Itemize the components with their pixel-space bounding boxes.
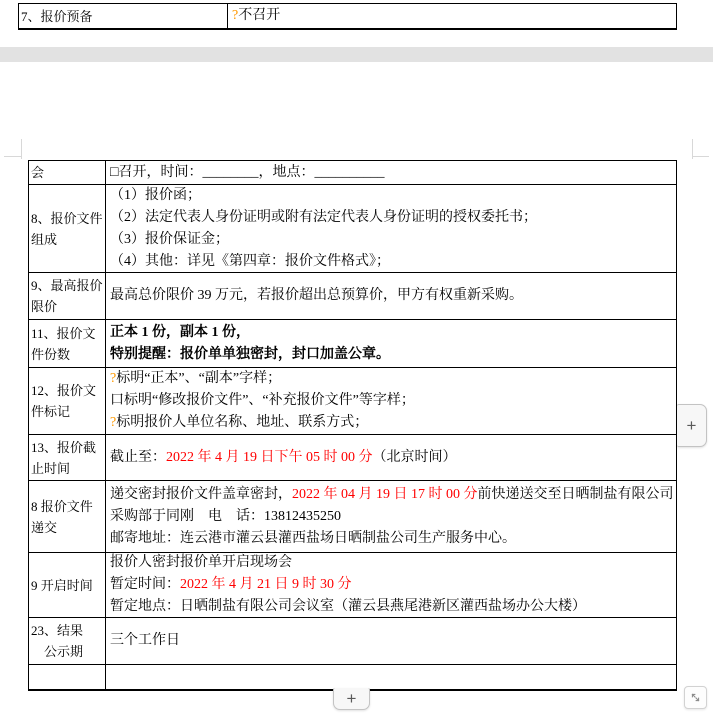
text-segment: 标明报价人单位名称、地址、联系方式； — [116, 415, 369, 430]
row-label-text: 13、报价截 — [31, 439, 97, 455]
row-label-text: 9 开启时间 — [31, 577, 93, 593]
text-segment: 暂定时间： — [110, 577, 180, 592]
text-segment: （2）法定代表人身份证明或附有法定代表人身份证明的授权委托书； — [110, 209, 537, 225]
checkbox-fallback-mark: ? — [110, 371, 117, 386]
previous-page-table — [18, 3, 677, 30]
row-label-cell[interactable] — [29, 273, 106, 319]
table-row — [29, 553, 676, 618]
text-segment: □召开，时间：________，地点：__________ — [110, 164, 385, 180]
row-label-text: 7、报价预备 — [21, 8, 93, 24]
text-segment: 特别提醒：报价单单独密封，封口加盖公章。 — [110, 346, 390, 362]
row-content-cell[interactable] — [106, 481, 676, 552]
row-label-text: 件份数 — [31, 346, 71, 362]
content-line — [110, 185, 674, 207]
content-line — [110, 553, 674, 574]
checkbox-fallback-mark: ? — [232, 8, 239, 23]
page-break-band — [0, 47, 713, 62]
content-line — [110, 207, 674, 229]
row-content-cell[interactable] — [106, 618, 676, 664]
row-content-cell[interactable] — [106, 273, 676, 319]
table-row — [29, 481, 676, 553]
text-segment: 口标明“修改报价文件”、“补充报价文件”等字样； — [110, 393, 415, 408]
row-label-text: 组成 — [31, 231, 58, 247]
row-label-text: 9、最高报价 — [31, 278, 103, 293]
row-content-cell[interactable] — [106, 435, 676, 480]
content-line — [110, 506, 674, 528]
text-segment: 前快递送交至日晒制盐有限公司 — [477, 486, 674, 502]
row-label-text: 递交 — [31, 519, 58, 535]
text-segment: 2022 年 4 月 21 日 9 时 30 分 — [180, 577, 352, 592]
row-label-text: 件标记 — [31, 404, 71, 419]
row-label-text: 23、结果 — [31, 623, 84, 638]
text-segment: 最高总价限价 39 万元，若报价超出总预算价，甲方有权重新采购。 — [110, 288, 523, 303]
text-segment: 正本 1 份，副本 1 份， — [110, 324, 250, 340]
content-line — [110, 528, 674, 550]
content-line — [110, 251, 674, 273]
quotation-info-table — [28, 160, 677, 691]
content-line — [110, 162, 674, 184]
text-segment: （北京时间） — [372, 449, 457, 465]
row-label-cell[interactable] — [29, 481, 106, 552]
text-boundary-mark — [4, 156, 21, 157]
plus-icon: + — [346, 689, 357, 708]
row-content-cell[interactable] — [106, 553, 676, 617]
text-segment: （1）报价函； — [110, 187, 201, 203]
row-label-cell[interactable] — [29, 665, 106, 689]
row-content-cell[interactable] — [106, 320, 676, 367]
content-line — [110, 630, 674, 652]
table-row — [29, 273, 676, 320]
row-label-text: 会 — [31, 165, 45, 180]
text-segment: 暂定地点：日晒制盐有限公司会议室（灌云县燕尾港新区灌西盐场办公大楼） — [110, 599, 586, 614]
text-segment: 递交密封报价文件盖章密封， — [110, 486, 292, 502]
row-label-text: 12、报价文 — [31, 383, 97, 398]
table-row — [29, 665, 676, 689]
row-label-cell[interactable] — [29, 435, 106, 480]
content-line — [232, 5, 674, 27]
content-line — [110, 390, 674, 412]
row-content-cell[interactable] — [106, 665, 676, 689]
text-segment: 三个工作日 — [110, 633, 180, 648]
row-label-text: 11、报价文 — [31, 325, 96, 341]
content-line — [110, 229, 674, 251]
row-label-text: 止时间 — [31, 460, 71, 476]
text-segment: （4）其他：详见《第四章：报价文件格式》； — [110, 253, 390, 269]
row-label-cell[interactable] — [29, 185, 106, 272]
table-row — [29, 618, 676, 665]
content-line — [110, 285, 674, 307]
row-label-text: 8、报价文件 — [31, 210, 103, 226]
table-row — [29, 368, 676, 435]
table-row — [29, 435, 676, 481]
resize-diagonal-icon — [688, 690, 703, 705]
table-row — [19, 4, 676, 28]
row-label-text: 公示期 — [31, 644, 84, 659]
insert-column-button[interactable] — [677, 404, 707, 447]
table-row — [29, 185, 676, 273]
content-line — [110, 447, 674, 469]
row-label-cell[interactable] — [29, 320, 106, 367]
row-content-cell[interactable] — [106, 185, 676, 272]
text-segment: 标明“正本”、“副本”字样； — [116, 371, 282, 386]
row-content-cell[interactable] — [228, 4, 676, 28]
text-segment: 报价人密封报价单开启现场会 — [110, 555, 292, 570]
row-label-cell[interactable] — [19, 4, 228, 28]
table-row — [29, 161, 676, 185]
content-line — [110, 368, 674, 390]
row-label-text: 8 报价文件 — [31, 498, 93, 514]
table-resize-handle[interactable] — [684, 686, 707, 709]
row-label-cell[interactable] — [29, 553, 106, 617]
content-line — [110, 484, 674, 506]
text-segment: 2022 年 04 月 19 日 17 时 00 分 — [292, 486, 478, 502]
content-line — [110, 322, 674, 344]
checkbox-fallback-mark: ? — [110, 415, 117, 430]
insert-row-button[interactable] — [333, 688, 370, 710]
table-row — [29, 320, 676, 368]
text-boundary-mark — [692, 156, 709, 157]
plus-icon: + — [686, 416, 697, 435]
text-segment: 截止至： — [110, 449, 166, 465]
text-segment: 采购部于同刚 电 话：13812435250 — [110, 508, 341, 524]
content-line — [110, 412, 674, 434]
text-segment: 邮寄地址：连云港市灌云县灌西盐场日晒制盐公司生产服务中心。 — [110, 530, 516, 546]
row-content-cell[interactable] — [106, 368, 676, 434]
row-label-cell[interactable] — [29, 618, 106, 664]
content-line — [110, 344, 674, 366]
row-label-cell[interactable] — [29, 161, 106, 184]
text-segment: 不召开 — [238, 8, 281, 23]
row-label-cell[interactable] — [29, 368, 106, 434]
row-content-cell[interactable] — [106, 161, 676, 184]
text-segment: 2022 年 4 月 19 日下午 05 时 00 分 — [166, 449, 373, 465]
content-line — [110, 596, 674, 617]
text-boundary-mark — [21, 139, 22, 159]
row-label-text: 限价 — [31, 299, 58, 314]
text-segment: （3）报价保证金； — [110, 231, 229, 247]
content-line — [110, 574, 674, 596]
